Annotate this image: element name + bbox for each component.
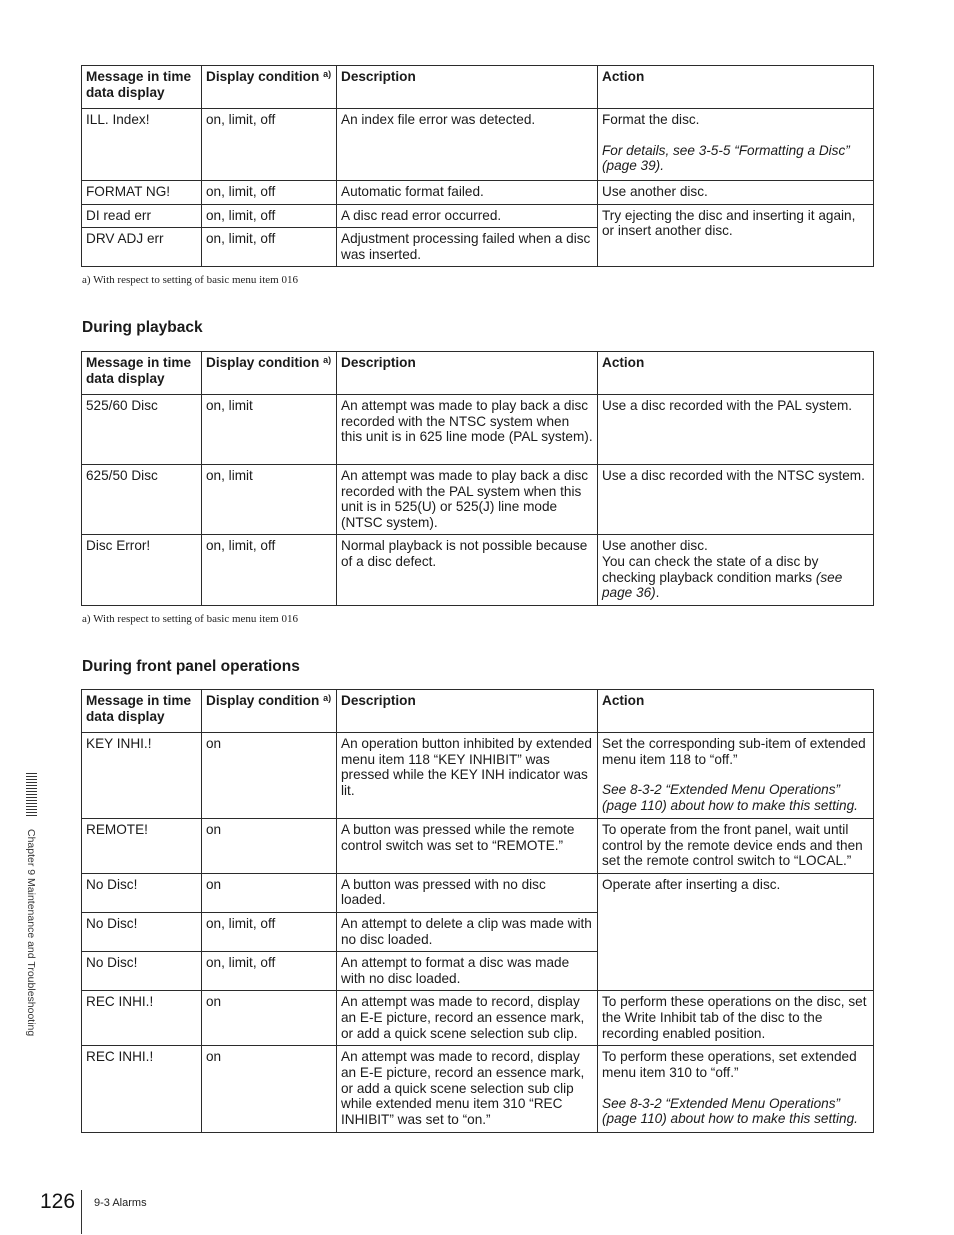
cell-description: A disc read error occurred. <box>337 204 598 228</box>
cell-description: Normal playback is not possible because of a disc defect. <box>337 535 598 605</box>
table-row <box>82 109 874 181</box>
cell-message: Disc Error! <box>82 535 202 605</box>
cell-condition: on, limit, off <box>202 912 337 951</box>
table-row <box>82 873 874 912</box>
footer-divider <box>81 1190 82 1234</box>
cell-condition: on, limit, off <box>202 952 337 991</box>
footnote-ref: a) <box>323 355 332 365</box>
table-row <box>82 465 874 535</box>
chapter-side-label: Chapter 9 Maintenance and Troubleshooting <box>25 829 37 1037</box>
cell-message: REMOTE! <box>82 819 202 874</box>
page-number: 126 <box>40 1190 76 1213</box>
cell-description: An attempt was made to record, display an E-E picture, record an essence mark, or add a quick scene selection sub clip. <box>337 991 598 1046</box>
table-row <box>82 535 874 605</box>
alarm-table-playback <box>81 351 874 606</box>
cell-description: Adjustment processing failed when a disc was inserted. <box>337 228 598 267</box>
header-action: Action <box>598 66 874 109</box>
header-display-condition: Display condition $^{a)}$ <box>202 352 337 395</box>
cell-description: A button was pressed with no disc loaded. <box>337 873 598 912</box>
table-header-row <box>82 690 874 733</box>
section-heading-playback: During playback <box>82 319 203 336</box>
header-description: Description <box>337 690 598 733</box>
cell-condition: on, limit, off <box>202 535 337 605</box>
cell-message: ILL. Index! <box>82 109 202 181</box>
footer-section: 9-3 Alarms <box>94 1197 147 1209</box>
cell-description: An attempt to format a disc was made with no disc loaded. <box>337 952 598 991</box>
table-row <box>82 181 874 205</box>
table-row <box>82 819 874 874</box>
cell-condition: on <box>202 991 337 1046</box>
alarm-table-front-panel <box>81 689 874 1133</box>
cell-description: An operation button inhibited by extended menu item 118 “KEY INHIBIT” was pressed while the KEY INH indicator was lit. <box>337 733 598 819</box>
cell-message: FORMAT NG! <box>82 181 202 205</box>
table-row <box>82 204 874 228</box>
cell-action: Set the corresponding sub-item of extended menu item 118 to “off.” See 8-3-2 “Extended Menu Operations” (page 110) about how to make this setting. <box>598 733 874 819</box>
header-display-condition: Display condition $^{a)}$ <box>202 66 337 109</box>
cross-reference: For details, see 3-5-5 “Formatting a Disc” (page 39). <box>602 142 850 174</box>
table-header-row <box>82 66 874 109</box>
cell-message: 525/60 Disc <box>82 395 202 465</box>
cell-condition: on, limit, off <box>202 181 337 205</box>
cell-description: An attempt was made to record, display an E-E picture, record an essence mark, or add a quick scene selection sub clip while extended menu item 310 “REC INHIBIT” was set to “on.” <box>337 1046 598 1133</box>
cell-message: No Disc! <box>82 912 202 951</box>
cell-message: DI read err <box>82 204 202 228</box>
cell-message: 625/50 Disc <box>82 465 202 535</box>
cell-condition: on, limit <box>202 395 337 465</box>
cell-action: To perform these operations on the disc, set the Write Inhibit tab of the disc to the recording enabled position. <box>598 991 874 1046</box>
cell-description: An index file error was detected. <box>337 109 598 181</box>
table-footnote: a) With respect to setting of basic menu item 016 <box>82 274 298 286</box>
cell-action: To perform these operations, set extended menu item 310 to “off.” See 8-3-2 “Extended Menu Operations” (page 110) about how to make this setting. <box>598 1046 874 1133</box>
cell-condition: on <box>202 733 337 819</box>
table-row <box>82 991 874 1046</box>
cell-message: REC INHI.! <box>82 1046 202 1133</box>
table-row <box>82 395 874 465</box>
table-header-row <box>82 352 874 395</box>
chapter-tab-marker <box>26 773 37 817</box>
cell-condition: on <box>202 873 337 912</box>
alarm-table-general <box>81 65 874 267</box>
header-description: Description <box>337 352 598 395</box>
cell-action: Use another disc. You can check the state of a disc by checking playback condition marks (see page 36). <box>598 535 874 605</box>
table-footnote: a) With respect to setting of basic menu item 016 <box>82 613 298 625</box>
table-row <box>82 733 874 819</box>
footnote-ref: a) <box>323 693 332 703</box>
cross-reference: See 8-3-2 “Extended Menu Operations” (page 110) about how to make this setting. <box>602 1095 858 1127</box>
cell-message: No Disc! <box>82 873 202 912</box>
cell-description: An attempt was made to play back a disc recorded with the PAL system when this unit is in 525(U) or 525(J) line mode (NTSC system). <box>337 465 598 535</box>
cell-description: Automatic format failed. <box>337 181 598 205</box>
cell-condition: on <box>202 819 337 874</box>
header-action: Action <box>598 690 874 733</box>
cell-message: DRV ADJ err <box>82 228 202 267</box>
header-display-condition: Display condition $^{a)}$ <box>202 690 337 733</box>
header-description: Description <box>337 66 598 109</box>
table-row <box>82 1046 874 1133</box>
cell-action: Use another disc. <box>598 181 874 205</box>
cell-condition: on, limit <box>202 465 337 535</box>
header-message: Message in time data display <box>82 66 202 109</box>
cell-action: Try ejecting the disc and inserting it again, or insert another disc. <box>598 204 874 267</box>
cell-action: Use a disc recorded with the NTSC system. <box>598 465 874 535</box>
cell-description: An attempt to delete a clip was made with no disc loaded. <box>337 912 598 951</box>
cell-action: Use a disc recorded with the PAL system. <box>598 395 874 465</box>
section-heading-front-panel: During front panel operations <box>82 658 300 675</box>
cell-description: An attempt was made to play back a disc recorded with the NTSC system when this unit is in 625 line mode (PAL system). <box>337 395 598 465</box>
cell-message: No Disc! <box>82 952 202 991</box>
header-action: Action <box>598 352 874 395</box>
cell-action: Operate after inserting a disc. <box>598 873 874 991</box>
cross-reference: See 8-3-2 “Extended Menu Operations” (page 110) about how to make this setting. <box>602 782 858 813</box>
cell-condition: on, limit, off <box>202 109 337 181</box>
cell-message: KEY INHI.! <box>82 733 202 819</box>
cell-message: REC INHI.! <box>82 991 202 1046</box>
cross-reference: (see page 36) <box>602 569 843 601</box>
cell-condition: on, limit, off <box>202 228 337 267</box>
cell-condition: on, limit, off <box>202 204 337 228</box>
cell-condition: on <box>202 1046 337 1133</box>
header-message: Message in time data display <box>82 690 202 733</box>
header-message: Message in time data display <box>82 352 202 395</box>
cell-action: Format the disc. For details, see 3-5-5 “Formatting a Disc” (page 39). <box>598 109 874 181</box>
cell-description: A button was pressed while the remote control switch was set to “REMOTE.” <box>337 819 598 874</box>
footnote-ref: a) <box>323 69 332 79</box>
cell-action: To operate from the front panel, wait until control by the remote device ends and then set the remote control switch to “LOCAL.” <box>598 819 874 874</box>
